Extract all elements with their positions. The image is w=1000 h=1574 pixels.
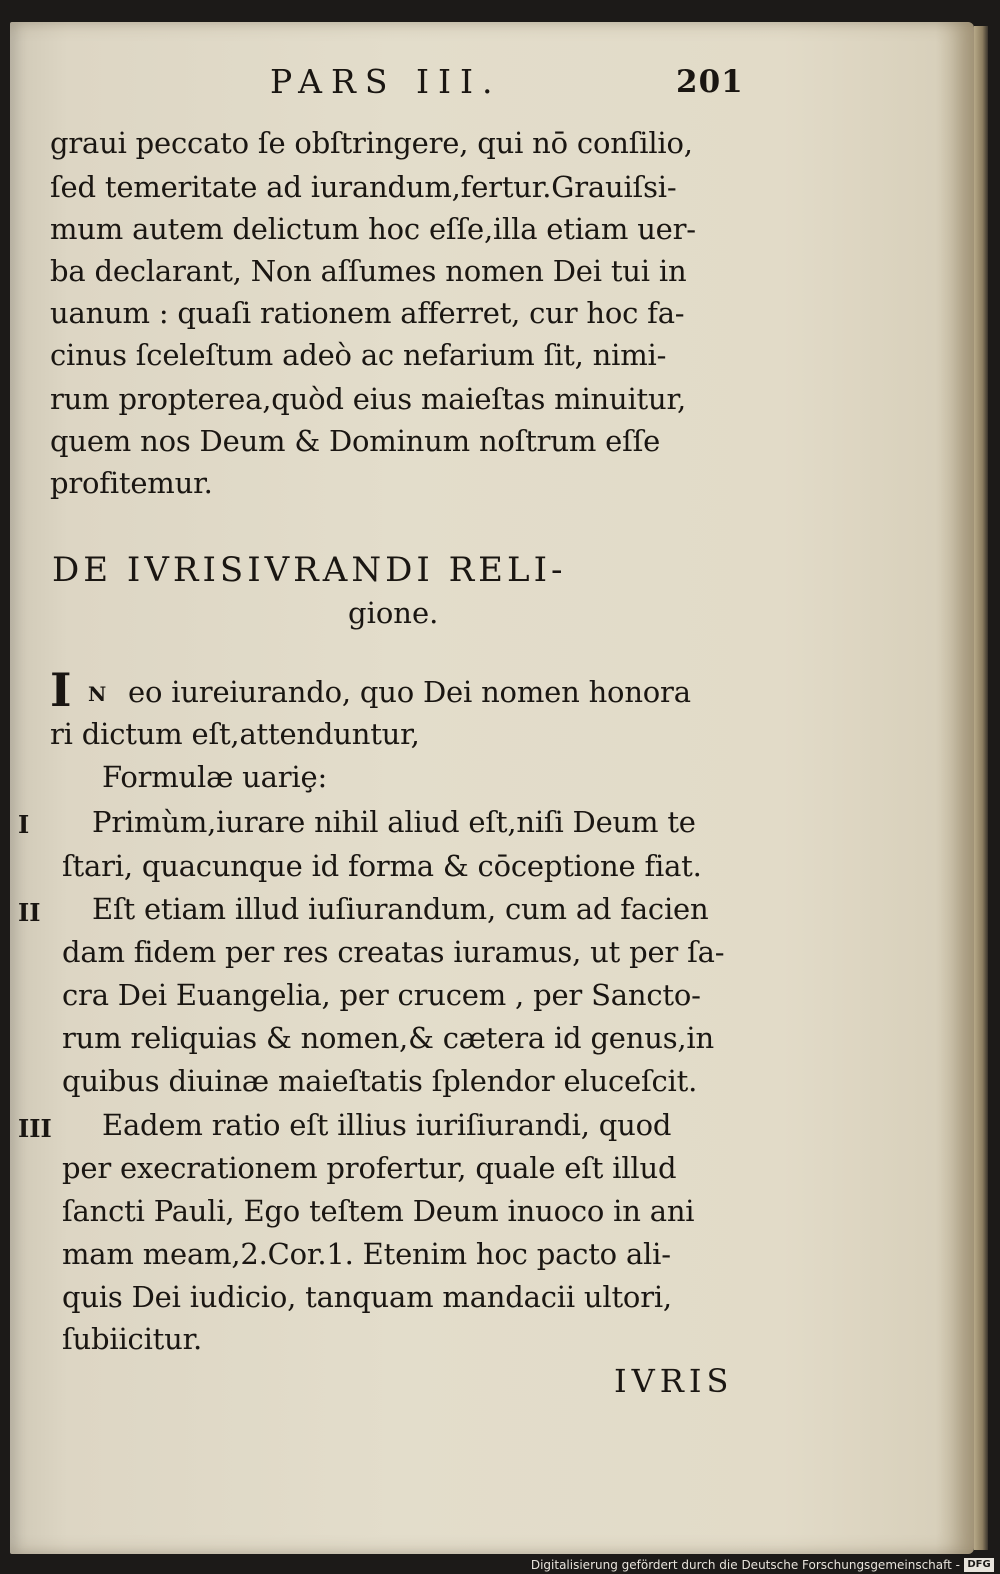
text-line: cinus ſceleſtum adeò ac nefarium ſit, nimi- <box>50 338 667 372</box>
text-line: rum propterea,quòd eius maieſtas minuitur, <box>50 382 686 416</box>
text-line: ſubiicitur. <box>62 1322 203 1356</box>
catchword: IVRIS <box>614 1362 734 1400</box>
text-line: graui peccato ſe obſtringere, qui nō conſilio, <box>50 126 693 160</box>
text-line: profitemur. <box>50 466 213 500</box>
item-marker: III <box>18 1114 52 1143</box>
item-marker: II <box>18 898 41 927</box>
text-line: Eadem ratio eſt illius iuriſiurandi, quod <box>102 1108 672 1142</box>
text-line: ſtari, quacunque id forma & cōceptione fiat. <box>62 849 702 883</box>
section-heading-continued: gione. <box>348 596 439 630</box>
text-line: ri dictum eſt,attenduntur, <box>50 717 420 751</box>
text-line: Formulæ uariȩ: <box>102 760 328 794</box>
page-edge <box>974 26 988 1550</box>
initial-small-caps: N <box>88 682 107 706</box>
text-line: rum reliquias & nomen,& cætera id genus,in <box>62 1021 714 1055</box>
drop-initial: I <box>50 663 72 717</box>
text-line: per execrationem profertur, quale eſt illud <box>62 1151 677 1185</box>
text-line: dam fidem per res creatas iuramus, ut per ſa- <box>62 935 725 969</box>
page-header <box>0 62 1000 112</box>
page-number: 201 <box>676 64 744 100</box>
digitization-credit: Digitalisierung gefördert durch die Deutsche Forschungsgemeinschaft - <box>530 1558 960 1572</box>
text-line: mum autem delictum hoc eſſe,illa etiam uer- <box>50 212 696 246</box>
section-heading: DE IVRISIVRANDI RELI- <box>52 550 567 590</box>
text-line: uanum : quaſi rationem afferret, cur hoc fa- <box>50 296 685 330</box>
text-line: Eſt etiam illud iuſiurandum, cum ad facien <box>92 892 709 926</box>
running-head: PARS III. <box>270 62 502 101</box>
dfg-logo: DFG <box>964 1558 994 1572</box>
text-line: ſed temeritate ad iurandum,fertur.Grauiſsi- <box>50 170 677 204</box>
text-line: Primùm,iurare nihil aliud eſt,niſi Deum te <box>92 805 696 839</box>
text-line: ba declarant, Non aſſumes nomen Dei tui in <box>50 254 687 288</box>
item-marker: I <box>18 810 30 839</box>
text-line: mam meam,2.Cor.1. Etenim hoc pacto ali- <box>62 1237 671 1271</box>
text-line: quibus diuinæ maieſtatis ſplendor eluceſcit. <box>62 1064 698 1098</box>
text-line: cra Dei Euangelia, per crucem , per Sancto- <box>62 978 701 1012</box>
text-line: quem nos Deum & Dominum noſtrum eſſe <box>50 424 661 458</box>
text-line: ſancti Pauli, Ego teſtem Deum inuoco in ani <box>62 1194 695 1228</box>
text-line: quis Dei iudicio, tanquam mandacii ultori, <box>62 1280 672 1314</box>
text-line: eo iureiurando, quo Dei nomen honora <box>128 675 691 709</box>
